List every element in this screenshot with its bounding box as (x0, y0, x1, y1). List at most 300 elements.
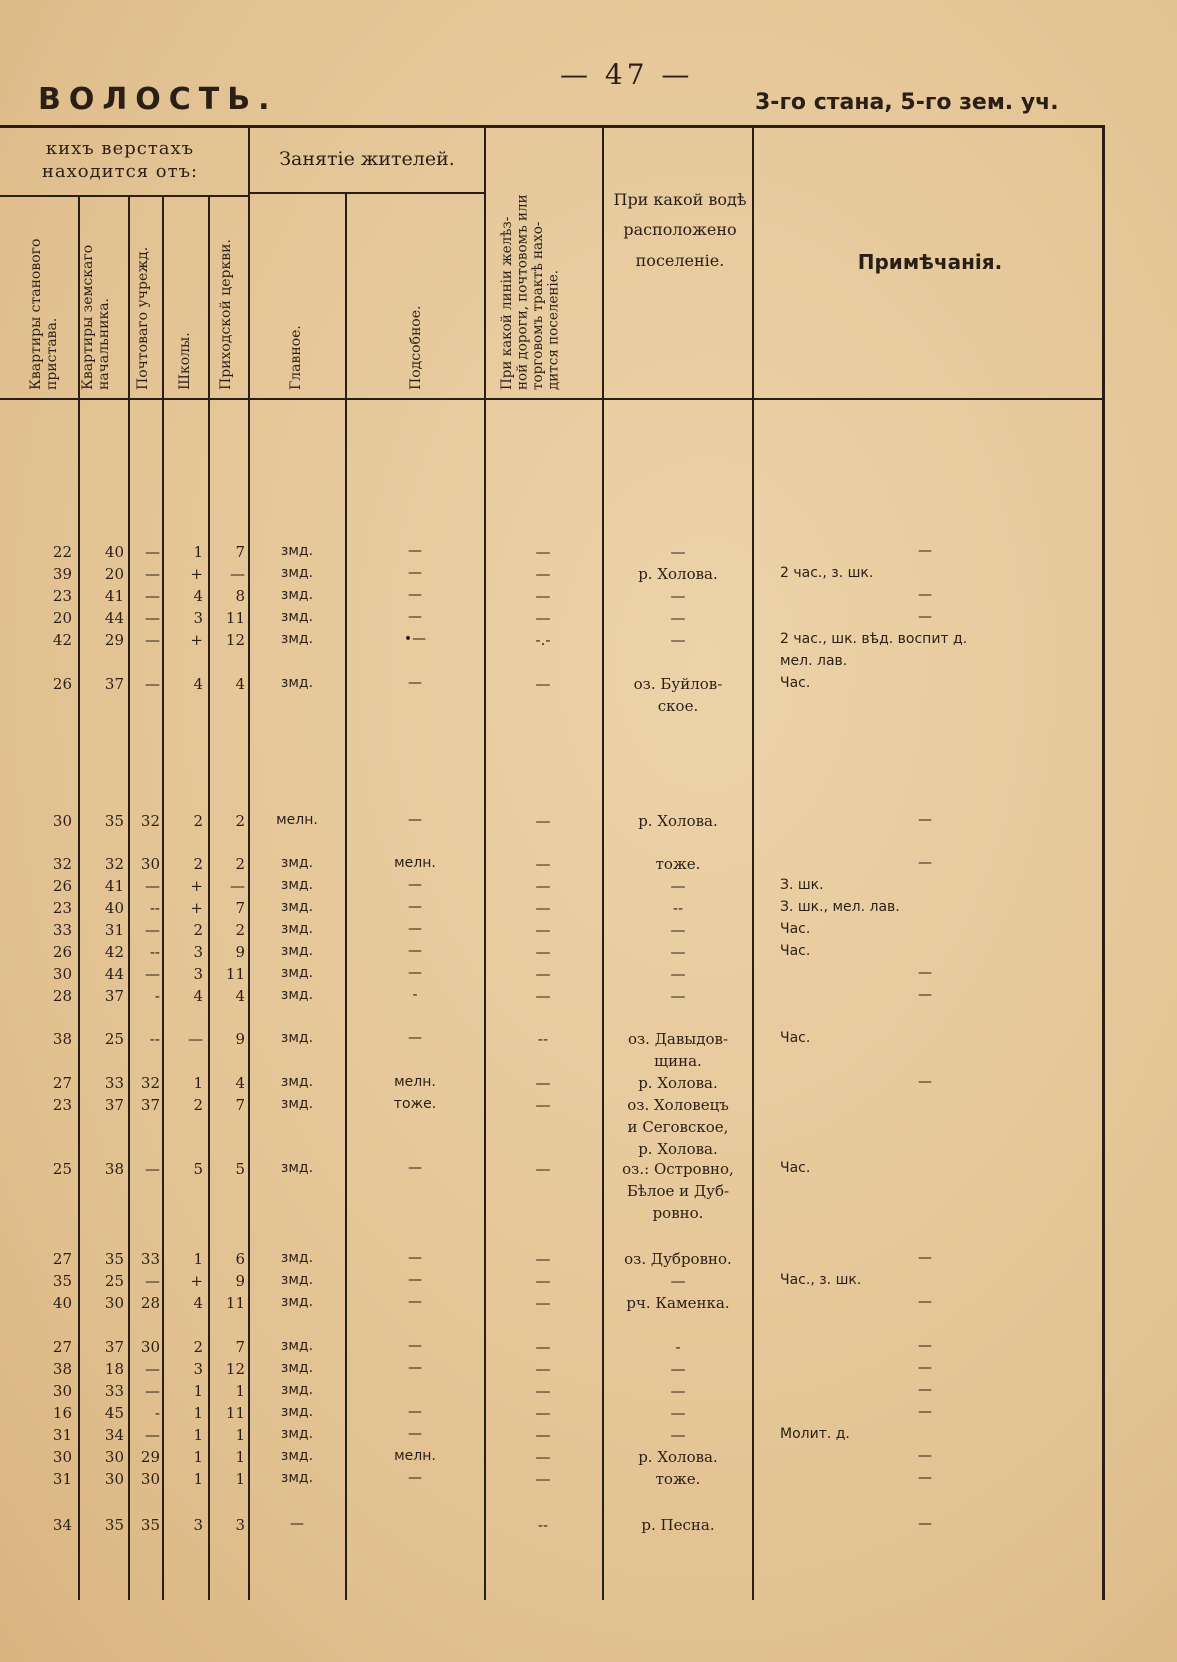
note-cell: — (918, 1516, 932, 1532)
main-occupation-cell: змд. (280, 987, 314, 1003)
railway-cell: — (535, 1404, 551, 1422)
railway-cell: — (535, 675, 551, 693)
distance-cell: 18 (104, 1360, 124, 1378)
water-cell: р. Холова. (638, 565, 718, 583)
main-occupation-cell: змд. (280, 1470, 314, 1486)
note-cell: Час. (780, 675, 811, 691)
aux-occupation-cell: - (412, 987, 418, 1003)
distance-cell: 38 (52, 1360, 72, 1378)
main-occupation-cell: змд. (280, 1404, 314, 1420)
distance-cell: — (145, 587, 160, 605)
main-occupation-cell: змд. (280, 1426, 314, 1442)
distance-cell: 30 (140, 1470, 160, 1488)
distance-cell: 30 (104, 1470, 124, 1488)
distance-cell: 33 (104, 1382, 124, 1400)
note-cell: 2 час., з. шк. (780, 565, 874, 581)
header-bottom-rule (0, 398, 1105, 400)
distance-cell: 11 (225, 1294, 245, 1312)
note-cell: Молит. д. (780, 1426, 850, 1442)
distance-cell: 30 (104, 1294, 124, 1312)
col-header-notes: Примѣчанія. (857, 250, 1003, 274)
aux-occupation-cell: — (408, 1160, 422, 1176)
aux-occupation-cell: — (408, 921, 422, 937)
distance-cell: 22 (52, 543, 72, 561)
water-cell: и Сеговское, (627, 1118, 729, 1136)
distance-cell: 3 (193, 1360, 203, 1378)
table-top-rule (0, 125, 1105, 128)
col-header-aux: Подсобное. (408, 305, 424, 390)
distance-cell: 39 (52, 565, 72, 583)
note-cell: — (918, 987, 932, 1003)
water-cell: р. Холова. (638, 812, 718, 830)
main-occupation-cell: змд. (280, 1272, 314, 1288)
distance-cell: 2 (235, 812, 245, 830)
aux-occupation-cell: — (408, 609, 422, 625)
distance-cell: 2 (193, 812, 203, 830)
distance-cell: 33 (104, 1074, 124, 1092)
distance-cell: 33 (140, 1250, 160, 1268)
distance-cell: 1 (193, 1382, 203, 1400)
main-occupation-cell: змд. (280, 1338, 314, 1354)
distance-cell: 1 (193, 1250, 203, 1268)
distance-cell: 34 (52, 1516, 72, 1534)
distance-cell: + (190, 899, 203, 917)
note-cell: — (918, 1294, 932, 1310)
note-cell: Час. (780, 943, 811, 959)
distance-cell: -- (149, 943, 160, 961)
water-cell: рч. Каменка. (626, 1294, 730, 1312)
aux-occupation-cell: мелн. (394, 855, 436, 871)
distance-cell: — (145, 1160, 160, 1178)
col-header-main: Главное. (288, 325, 304, 390)
distance-cell: — (145, 543, 160, 561)
distance-cell: 4 (193, 675, 203, 693)
main-occupation-cell: мелн. (276, 812, 318, 828)
railway-cell: — (535, 1272, 551, 1290)
railway-cell: — (535, 1294, 551, 1312)
table-right-border (1102, 128, 1105, 1600)
note-cell: — (918, 1360, 932, 1376)
note-cell: — (918, 1404, 932, 1420)
distance-cell: 4 (193, 987, 203, 1005)
distance-cell: -- (149, 899, 160, 917)
railway-cell: — (535, 565, 551, 583)
aux-occupation-cell: — (408, 1030, 422, 1046)
aux-occupation-cell: — (408, 965, 422, 981)
distance-cell: 23 (52, 587, 72, 605)
water-cell: -- (672, 899, 684, 917)
distance-cell: 40 (104, 899, 124, 917)
railway-cell: — (535, 877, 551, 895)
main-occupation-cell: змд. (280, 1096, 314, 1112)
distance-cell: 32 (104, 855, 124, 873)
distance-cell: 12 (225, 1360, 245, 1378)
distance-cell: 42 (104, 943, 124, 961)
railway-cell: — (535, 1250, 551, 1268)
distance-cell: + (190, 631, 203, 649)
main-occupation-cell: змд. (280, 1160, 314, 1176)
distance-cell: 7 (235, 543, 245, 561)
distance-cell: -- (149, 1030, 160, 1048)
railway-cell: — (535, 987, 551, 1005)
distance-cell: 3 (193, 1516, 203, 1534)
water-cell: оз.: Островно, (622, 1160, 734, 1178)
main-occupation-cell: змд. (280, 565, 314, 581)
distance-cell: 1 (235, 1448, 245, 1466)
distance-cell: — (145, 1382, 160, 1400)
distance-cell: 37 (104, 1338, 124, 1356)
distance-cell: 30 (52, 812, 72, 830)
note-cell: — (918, 1074, 932, 1090)
distance-cell: 20 (52, 609, 72, 627)
distance-cell: — (188, 1030, 203, 1048)
distance-cell: 2 (193, 855, 203, 873)
note-cell: Час. (780, 1160, 811, 1176)
water-cell: тоже. (655, 1470, 701, 1488)
main-occupation-cell: змд. (280, 1030, 314, 1046)
aux-occupation-cell: — (408, 1426, 422, 1442)
note-cell: Час. (780, 1030, 811, 1046)
distance-cell: — (145, 565, 160, 583)
railway-cell: -- (537, 1030, 549, 1048)
distance-cell: 1 (193, 1404, 203, 1422)
note-cell: — (918, 1448, 932, 1464)
distance-cell: - (154, 987, 160, 1005)
distance-cell: 9 (235, 1030, 245, 1048)
note-cell: — (918, 1470, 932, 1486)
aux-occupation-cell: — (408, 943, 422, 959)
railway-cell: — (535, 965, 551, 983)
water-cell: — (670, 877, 686, 895)
main-occupation-cell: змд. (280, 943, 314, 959)
main-occupation-cell: змд. (280, 899, 314, 915)
distance-cell: 40 (52, 1294, 72, 1312)
distance-cell: — (230, 565, 245, 583)
distance-cell: 4 (193, 587, 203, 605)
note-cell: — (918, 812, 932, 828)
water-cell: р. Холова. (638, 1140, 718, 1158)
distance-cell: 32 (140, 1074, 160, 1092)
distance-cell: 31 (104, 921, 124, 939)
railway-cell: — (535, 921, 551, 939)
distance-cell: 30 (104, 1448, 124, 1466)
distance-cell: 1 (193, 1426, 203, 1444)
aux-occupation-cell: — (408, 812, 422, 828)
note-cell: — (918, 1338, 932, 1354)
distance-cell: 38 (104, 1160, 124, 1178)
distance-cell: 28 (140, 1294, 160, 1312)
distance-cell: 3 (193, 609, 203, 627)
aux-occupation-cell: — (408, 899, 422, 915)
main-occupation-cell: змд. (280, 1294, 314, 1310)
distance-cell: 2 (193, 1096, 203, 1114)
col-header-railway: При какой линіи желѣз- ной дороги, почтовомъ или торговомъ трактѣ нахо- дится поселеніе. (499, 194, 562, 390)
railway-cell: — (535, 587, 551, 605)
main-occupation-cell: змд. (280, 675, 314, 691)
occupation-group-header: Занятіе жителей. (279, 148, 455, 170)
aux-occupation-cell: — (408, 543, 422, 559)
distance-cell: + (190, 877, 203, 895)
distance-cell: 44 (104, 609, 124, 627)
distance-cell: 1 (193, 1470, 203, 1488)
note-cell: мел. лав. (780, 653, 848, 669)
col-divider (602, 128, 604, 1600)
water-cell: — (670, 609, 686, 627)
aux-occupation-cell: — (408, 675, 422, 691)
distance-cell: 23 (52, 1096, 72, 1114)
distance-cell: — (145, 631, 160, 649)
col-divider (162, 195, 164, 1600)
water-cell: - (675, 1338, 681, 1356)
aux-occupation-cell: •— (403, 631, 427, 647)
railway-cell: — (535, 1382, 551, 1400)
col-header-water: При какой водѣ расположено поселеніе. (613, 190, 747, 270)
aux-occupation-cell: мелн. (394, 1448, 436, 1464)
aux-occupation-cell: мелн. (394, 1074, 436, 1090)
distance-cell: 37 (140, 1096, 160, 1114)
distance-cell: — (230, 877, 245, 895)
distance-cell: 45 (104, 1404, 124, 1422)
distance-cell: 1 (235, 1382, 245, 1400)
water-cell: р. Холова. (638, 1448, 718, 1466)
distance-cell: 2 (235, 855, 245, 873)
distance-cell: 1 (193, 1074, 203, 1092)
col-divider (484, 128, 486, 1600)
distance-cell: 32 (52, 855, 72, 873)
page-number: — 47 — (560, 58, 694, 91)
distance-cell: 27 (52, 1338, 72, 1356)
distance-cell: 27 (52, 1250, 72, 1268)
distance-cell: 26 (52, 675, 72, 693)
distance-cell: 7 (235, 1096, 245, 1114)
distance-cell: 11 (225, 965, 245, 983)
distance-cell: 9 (235, 1272, 245, 1290)
distance-cell: 2 (193, 1338, 203, 1356)
distance-cell: 30 (140, 1338, 160, 1356)
water-cell: — (670, 943, 686, 961)
distance-cell: 32 (140, 812, 160, 830)
distance-cell: 9 (235, 943, 245, 961)
water-cell: р. Песна. (641, 1516, 715, 1534)
distance-cell: — (145, 965, 160, 983)
note-cell: З. шк., мел. лав. (780, 899, 900, 915)
distance-cell: 26 (52, 877, 72, 895)
railway-cell: — (535, 855, 551, 873)
distance-cell: 26 (52, 943, 72, 961)
main-occupation-cell: змд. (280, 877, 314, 893)
distance-cell: 30 (52, 1448, 72, 1466)
distance-cell: 5 (235, 1160, 245, 1178)
railway-cell: -.- (535, 631, 551, 649)
note-cell: Час., з. шк. (780, 1272, 862, 1288)
distance-cell: 1 (193, 543, 203, 561)
main-occupation-cell: змд. (280, 855, 314, 871)
distance-cell: + (190, 565, 203, 583)
note-cell: — (918, 965, 932, 981)
water-cell: оз. Буйлов- (633, 675, 723, 693)
distance-cell: 25 (104, 1030, 124, 1048)
distance-cell: 37 (104, 987, 124, 1005)
distance-cell: 40 (104, 543, 124, 561)
distance-cell: 35 (104, 1250, 124, 1268)
distance-cell: 11 (225, 1404, 245, 1422)
col-header-post: Почтоваго учрежд. (135, 246, 151, 390)
main-occupation-cell: змд. (280, 587, 314, 603)
distance-cell: 1 (235, 1470, 245, 1488)
distance-cell: 37 (104, 1096, 124, 1114)
distance-cell: 4 (235, 987, 245, 1005)
railway-cell: — (535, 943, 551, 961)
railway-cell: — (535, 609, 551, 627)
distance-cell: 4 (235, 675, 245, 693)
distance-cell: — (145, 1426, 160, 1444)
distance-cell: 20 (104, 565, 124, 583)
distance-cell: 37 (104, 675, 124, 693)
stan-subtitle: 3-го стана, 5-го зем. уч. (755, 90, 1059, 115)
water-cell: ровно. (652, 1204, 704, 1222)
main-occupation-cell: змд. (280, 631, 314, 647)
distance-cell: 27 (52, 1074, 72, 1092)
distance-cell: + (190, 1272, 203, 1290)
col-divider (248, 128, 250, 1600)
distance-cell: 12 (225, 631, 245, 649)
distance-cell: 3 (235, 1516, 245, 1534)
railway-cell: — (535, 899, 551, 917)
distance-cell: 3 (193, 965, 203, 983)
railway-cell: — (535, 1360, 551, 1378)
distance-cell: 1 (235, 1426, 245, 1444)
main-occupation-cell: змд. (280, 921, 314, 937)
water-cell: — (670, 543, 686, 561)
water-cell: оз. Холовецъ (627, 1096, 729, 1114)
water-cell: тоже. (655, 855, 701, 873)
water-cell: — (670, 1360, 686, 1378)
water-cell: — (670, 1382, 686, 1400)
distance-cell: 25 (52, 1160, 72, 1178)
water-cell: — (670, 921, 686, 939)
distance-cell: 29 (140, 1448, 160, 1466)
distance-cell: 30 (140, 855, 160, 873)
distance-cell: 16 (52, 1404, 72, 1422)
distance-cell: 33 (52, 921, 72, 939)
col-header-church: Приходской церкви. (218, 239, 234, 390)
railway-cell: — (535, 1074, 551, 1092)
aux-occupation-cell: — (408, 1360, 422, 1376)
distance-cell: 1 (193, 1448, 203, 1466)
note-cell: — (918, 1382, 932, 1398)
water-cell: Бѣлое и Дуб- (626, 1182, 730, 1200)
railway-cell: — (535, 1096, 551, 1114)
note-cell: — (918, 855, 932, 871)
distance-cell: — (145, 921, 160, 939)
main-occupation-cell: змд. (280, 1250, 314, 1266)
water-cell: оз. Дубровно. (624, 1250, 732, 1268)
distance-cell: 25 (104, 1272, 124, 1290)
volost-title: ВОЛОСТЬ. (38, 82, 278, 117)
main-occupation-cell: змд. (280, 1448, 314, 1464)
col-header-school: Школы. (177, 332, 193, 390)
col-divider (752, 128, 754, 1600)
distance-cell: — (145, 609, 160, 627)
col-header-stanovoy: Квартиры станового пристава. (28, 238, 61, 390)
distance-cell: 44 (104, 965, 124, 983)
railway-cell: — (535, 543, 551, 561)
aux-occupation-cell: — (408, 1272, 422, 1288)
railway-cell: — (535, 1338, 551, 1356)
distance-cell: — (145, 1272, 160, 1290)
water-cell: — (670, 1272, 686, 1290)
distance-cell: 38 (52, 1030, 72, 1048)
railway-cell: — (535, 1470, 551, 1488)
distance-cell: - (154, 1404, 160, 1422)
distance-cell: 2 (235, 921, 245, 939)
note-cell: Час. (780, 921, 811, 937)
aux-occupation-cell: — (408, 1250, 422, 1266)
distance-cell: 41 (104, 877, 124, 895)
note-cell: — (918, 1250, 932, 1266)
aux-occupation-cell: — (408, 1338, 422, 1354)
distance-cell: 42 (52, 631, 72, 649)
railway-cell: — (535, 1448, 551, 1466)
aux-occupation-cell: — (408, 1470, 422, 1486)
water-cell: щина. (654, 1052, 702, 1070)
aux-occupation-cell: — (408, 1404, 422, 1420)
occupation-subrule (248, 192, 484, 194)
distance-cell: — (145, 877, 160, 895)
water-cell: — (670, 587, 686, 605)
col-divider (345, 192, 347, 1600)
railway-cell: -- (537, 1516, 549, 1534)
note-cell: 2 час., шк. вѣд. воспит д. (780, 631, 968, 647)
distance-cell: 41 (104, 587, 124, 605)
distance-cell: 4 (193, 1294, 203, 1312)
aux-occupation-cell: — (408, 587, 422, 603)
distance-cell: 29 (104, 631, 124, 649)
distance-subrule (0, 195, 248, 197)
distance-cell: 11 (225, 609, 245, 627)
distance-cell: 23 (52, 899, 72, 917)
col-header-zemsky: Квартиры земскаго начальника. (80, 244, 113, 390)
distance-cell: 4 (235, 1074, 245, 1092)
distance-group-header: кихъ верстахъ находится отъ: (41, 138, 199, 182)
aux-occupation-cell: тоже. (393, 1096, 437, 1112)
distance-cell: 3 (193, 943, 203, 961)
distance-cell: 35 (52, 1272, 72, 1290)
aux-occupation-cell: — (408, 1294, 422, 1310)
water-cell: — (670, 987, 686, 1005)
main-occupation-cell: змд. (280, 543, 314, 559)
note-cell: — (918, 543, 932, 559)
water-cell: оз. Давыдов- (627, 1030, 729, 1048)
distance-cell: 8 (235, 587, 245, 605)
aux-occupation-cell: — (408, 565, 422, 581)
water-cell: — (670, 1426, 686, 1444)
distance-cell: 7 (235, 1338, 245, 1356)
water-cell: ское. (657, 697, 699, 715)
distance-cell: 31 (52, 1426, 72, 1444)
distance-cell: — (145, 675, 160, 693)
distance-cell: 35 (104, 1516, 124, 1534)
distance-cell: 30 (52, 965, 72, 983)
aux-occupation-cell: — (408, 877, 422, 893)
main-occupation-cell: змд. (280, 1360, 314, 1376)
water-cell: — (670, 631, 686, 649)
railway-cell: — (535, 1160, 551, 1178)
railway-cell: — (535, 1426, 551, 1444)
note-cell: З. шк. (780, 877, 824, 893)
main-occupation-cell: змд. (280, 609, 314, 625)
main-occupation-cell: змд. (280, 965, 314, 981)
